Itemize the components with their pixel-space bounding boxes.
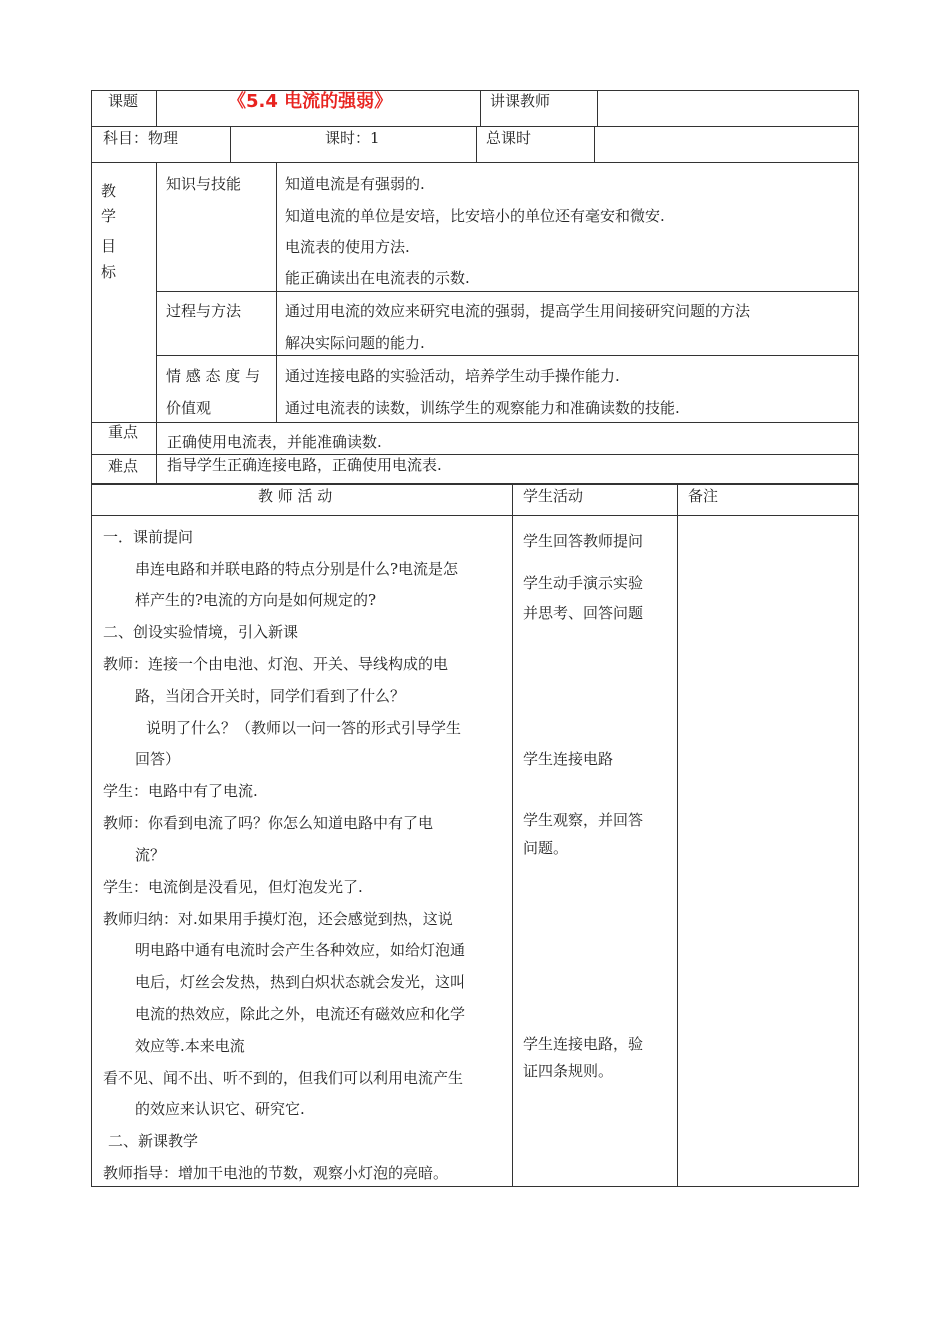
teacher-line: 教师归纳：对.如果用手摸灯泡，还会感觉到热，这说 (103, 910, 453, 928)
teacher-line: 二、创设实验情境，引入新课 (103, 623, 299, 641)
col-divider (597, 90, 598, 126)
knowledge-label: 知识与技能 (166, 175, 242, 193)
student-line: 学生连接电路 (523, 750, 614, 768)
row-divider (156, 291, 859, 292)
student-line: 证四条规则。 (523, 1062, 614, 1080)
knowledge-line: 能正确读出在电流表的示数. (285, 269, 470, 287)
col-divider (476, 126, 477, 162)
emotion-line: 通过连接电路的实验活动，培养学生动手操作能力. (285, 367, 620, 385)
knowledge-line: 知道电流是有强弱的. (285, 175, 425, 193)
teacher-activity-header: 教 师 活 动 (258, 487, 333, 505)
row-divider (156, 355, 859, 356)
key-point-text: 正确使用电流表，并能准确读数. (167, 433, 382, 451)
teacher-line: 效应等.本来电流 (135, 1037, 245, 1055)
teacher-line: 串连电路和并联电路的特点分别是什么?电流是怎 (135, 560, 459, 578)
row-divider (91, 162, 859, 163)
col-divider (512, 484, 513, 1187)
hours-label: 课时：1 (325, 129, 380, 147)
col-divider (677, 484, 678, 1187)
lesson-info-table (91, 90, 859, 484)
emotion-line: 通过电流表的读数，训练学生的观察能力和准确读数的技能. (285, 399, 680, 417)
knowledge-line: 知道电流的单位是安培，比安培小的单位还有毫安和微安. (285, 207, 665, 225)
goals-label-char: 教 (101, 182, 117, 200)
key-point-label: 重点 (108, 423, 139, 441)
goals-label-char: 目 (101, 237, 117, 255)
process-line: 解决实际问题的能力. (285, 334, 425, 352)
subject-label: 科目：物理 (103, 129, 179, 147)
student-line: 学生观察，并回答 (523, 811, 644, 829)
student-line: 学生动手演示实验 (523, 574, 644, 592)
col-divider (156, 90, 157, 126)
emotion-label: 价值观 (166, 399, 212, 417)
difficulty-text: 指导学生正确连接电路，正确使用电流表. (167, 456, 442, 474)
teacher-label: 讲课教师 (490, 92, 551, 110)
goals-label-char: 学 (101, 207, 117, 225)
teacher-line: 二、新课教学 (108, 1132, 199, 1150)
teacher-line: 看不见、闻不出、听不到的，但我们可以利用电流产生 (103, 1069, 464, 1087)
row-divider (91, 126, 859, 127)
teacher-line: 电后，灯丝会发热，热到白炽状态就会发光，这叫 (135, 973, 466, 991)
topic-label: 课题 (108, 92, 139, 110)
notes-header: 备注 (688, 487, 719, 505)
teacher-line: 回答） (135, 750, 181, 768)
student-line: 并思考、回答问题 (523, 604, 644, 622)
process-label: 过程与方法 (166, 302, 242, 320)
student-line: 问题。 (523, 839, 569, 857)
teacher-line: 流？ (135, 846, 166, 864)
process-line: 通过用电流的效应来研究电流的强弱，提高学生用间接研究问题的方法 (285, 302, 751, 320)
col-divider (276, 162, 277, 422)
teacher-line: 样产生的?电流的方向是如何规定的? (135, 591, 377, 609)
teacher-line: 教师：连接一个由电池、灯泡、开关、导线构成的电 (103, 655, 449, 673)
teacher-line: 教师：你看到电流了吗？你怎么知道电路中有了电 (103, 814, 434, 832)
total-hours-label: 总课时 (486, 129, 532, 147)
col-divider (594, 126, 595, 162)
student-line: 学生连接电路，验 (523, 1035, 644, 1053)
emotion-label: 情 感 态 度 与 (166, 367, 261, 385)
col-divider (156, 162, 157, 484)
col-divider (480, 90, 481, 126)
teacher-line: 明电路中通有电流时会产生各种效应，如给灯泡通 (135, 941, 466, 959)
teacher-line: 教师指导：增加干电池的节数，观察小灯泡的亮暗。 (103, 1164, 449, 1182)
teacher-line: 学生：电路中有了电流. (103, 782, 258, 800)
col-divider (230, 126, 231, 162)
teacher-line: 电流的热效应，除此之外，电流还有磁效应和化学 (135, 1005, 466, 1023)
goals-label-char: 标 (101, 263, 117, 281)
lesson-title: 《5.4 电流的强弱》 (228, 91, 393, 112)
teacher-line: 学生：电流倒是没看见，但灯泡发光了. (103, 878, 363, 896)
student-activity-header: 学生活动 (523, 487, 584, 505)
difficulty-label: 难点 (108, 457, 139, 475)
knowledge-line: 电流表的使用方法. (285, 238, 410, 256)
teacher-line: 一．课前提问 (103, 528, 194, 546)
teacher-line: 说明了什么？（教师以一问一答的形式引导学生 (146, 719, 462, 737)
row-divider (91, 515, 859, 516)
student-line: 学生回答教师提问 (523, 532, 644, 550)
teacher-line: 的效应来认识它、研究它. (135, 1100, 305, 1118)
row-divider (91, 422, 859, 423)
teacher-line: 路，当闭合开关时，同学们看到了什么？ (135, 687, 406, 705)
